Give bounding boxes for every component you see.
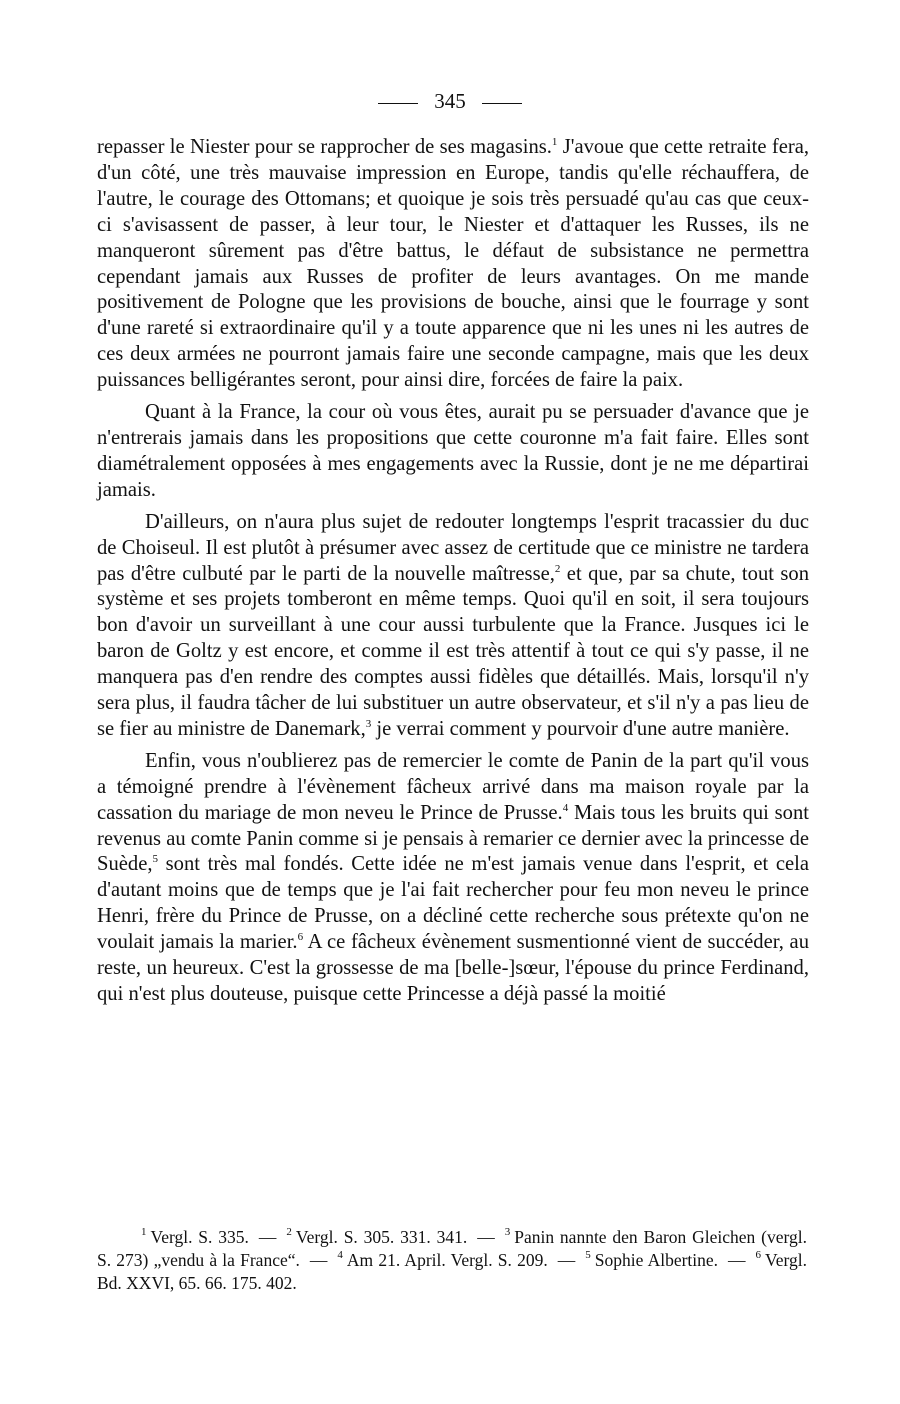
paragraph-3	[97, 510, 809, 743]
footnote-mark: 1	[141, 1226, 147, 1238]
footnote-mark: 2	[286, 1226, 292, 1238]
paragraph-text: Quant à la France, la cour où vous êtes, aurait pu se persuader d'avance que je n'entrerais jamais dans les propositions que cette couronne m'a fait faire. Elles sont diamétralement opposées à mes engagements avec la Russie, dont je ne me départirai jamais.	[97, 401, 809, 501]
paragraph-text: D'ailleurs, on n'aura plus sujet de redouter longtemps l'esprit tracassier du duc de Choiseul. Il est plutôt à présumer avec assez de certitude que ce ministre ne tardera pas d'être culbuté par le parti de la nouvelle maîtresse,	[97, 510, 809, 585]
paragraph-text: J'avoue que cette retraite fera, d'un côté, une très mauvaise impression en Europe, tandis qu'elle réchauffera, de l'autre, le courage des Ottomans; et quoique je sois très persuadé qu'au cas que ceux-ci s'avisassent de passer, à leur tour, le Niester et d'attaquer les Russes, ils ne manqueront sûrement pas d'être battus, le défaut de subsistance ne permettra cependant jamais aux Russes de profiter de leurs avantages. On me mande positivement de Pologne que les provisions de bouche, ainsi que le fourrage y sont d'une rareté si extraordinaire qu'il y a toute apparence que ni les unes ni les autres de ces deux armées ne pourront jamais faire une seconde campagne, mais que les deux puissances belligérantes seront, pour ainsi dire, forcées de faire la paix.	[97, 136, 810, 392]
footnote-ref: 4	[562, 801, 569, 814]
body-text	[97, 135, 809, 1008]
footnote-text: Vergl. S. 335.	[150, 1227, 249, 1247]
footnote-ref: 3	[365, 717, 372, 730]
paragraph-text: repasser le Niester pour se rapprocher de ses magasins.	[97, 136, 552, 158]
footnote-text: Sophie Albertine.	[594, 1250, 719, 1270]
footnote-mark: 4	[337, 1249, 343, 1261]
page-number: 345	[434, 89, 466, 113]
header-rule-left	[378, 103, 418, 104]
paragraph-2	[97, 400, 809, 504]
footnotes	[97, 1226, 807, 1295]
footnote-separator: —	[728, 1250, 746, 1270]
paragraph-text: et que, par sa chute, tout son système et ses projets tomberont en même temps. Quoi qu'il en soit, il sera toujours bon d'avoir un surveillant à une cour aussi turbulente que la France. Jusques ici le baron de Goltz y est encore, et comme il est très attentif à tout ce qui s'y passe, il ne manquera pas d'en rendre des comptes aussi fidèles que détaillés. Mais, lorsqu'il n'y sera plus, il faudra tâcher de lui substituer un autre observateur, et s'il n'y a pas lieu de se fier au ministre de Danemark,	[97, 562, 810, 740]
footnote-separator: —	[258, 1227, 277, 1247]
footnote-separator: —	[477, 1227, 495, 1247]
footnote-ref: 5	[152, 853, 158, 866]
page-header	[0, 88, 900, 114]
footnote-separator: —	[557, 1250, 576, 1270]
footnote-ref: 6	[297, 931, 304, 944]
footnote-separator: —	[309, 1250, 328, 1270]
paragraph-text: Mais tous les bruits qui sont revenus au comte Panin comme si je pensais à remarier ce dernier avec la princesse de Suède,	[97, 801, 810, 876]
footnote-text: Vergl. S. 305. 331. 341.	[295, 1227, 468, 1247]
footnote-mark: 6	[755, 1249, 762, 1261]
paragraph-4	[97, 749, 809, 1008]
footnote-mark: 3	[504, 1226, 511, 1238]
paragraph-text: je verrai comment y pourvoir d'une autre manière.	[371, 717, 790, 740]
footnote-ref: 2	[554, 562, 561, 575]
paragraph-text: Enfin, vous n'oublierez pas de remercier le comte de Panin de la part qu'il vous a témoigné prendre à l'évènement fâcheux arrivé dans ma maison royale par la cassation du mariage de mon neveu le Prince de Prusse.	[97, 749, 809, 824]
footnote-text: Panin nannte den Baron Gleichen (vergl. S. 273) „vendu à la France“.	[97, 1227, 807, 1270]
paragraph-1	[97, 135, 809, 394]
footnote-ref: 1	[551, 136, 558, 148]
header-rule-right	[482, 103, 522, 104]
paragraph-text: sont très mal fondés. Cette idée ne m'est jamais venue dans l'esprit, et cela d'autant moins que de temps que je l'ai fait rechercher pour feu mon neveu le prince Henri, frère du Prince de Prusse, on a décliné cette recherche sous prétexte qu'on ne voulait jamais la marier.	[97, 853, 809, 954]
footnote-text: Am 21. April. Vergl. S. 209.	[346, 1250, 548, 1270]
footnote-text: Vergl. Bd. XXVI, 65. 66. 175. 402.	[97, 1250, 808, 1293]
paragraph-text: A ce fâcheux évènement susmentionné vient de succéder, au reste, un heureux. C'est la grossesse de ma [belle-]sœur, l'épouse du prince Ferdinand, qui n'est plus douteuse, puisque cette Princesse a déjà passé la moitié	[97, 931, 809, 1005]
footnotes-block	[97, 1226, 807, 1295]
footnote-mark: 5	[585, 1249, 591, 1261]
